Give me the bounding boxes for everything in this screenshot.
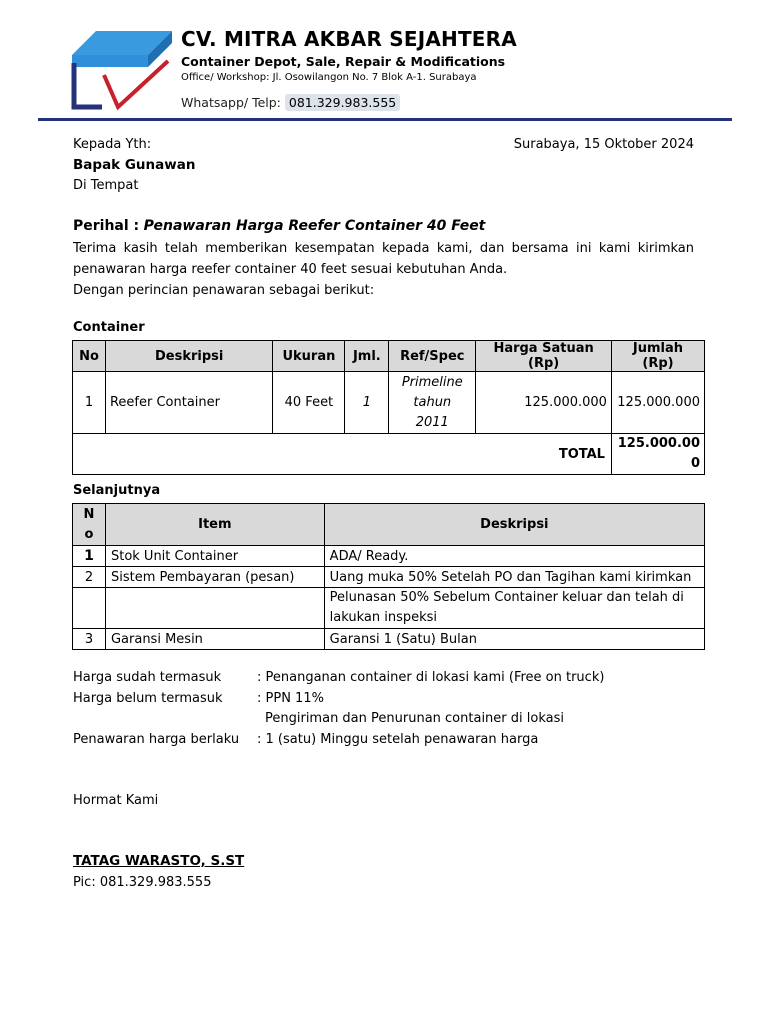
terms-validity-label: Penawaran harga berlaku [73, 732, 240, 747]
terms-included-label: Harga sudah termasuk [73, 670, 222, 685]
terms-excluded-value-2: Pengiriman dan Penurunan container di lokasi [265, 711, 564, 726]
terms-validity-value: : 1 (satu) Minggu setelah penawaran harga [257, 732, 539, 747]
cell-no: 2 [73, 567, 106, 588]
cell-no: 1 [73, 372, 106, 434]
total-row [73, 434, 705, 475]
cell-description: Garansi 1 (Satu) Bulan [324, 629, 704, 650]
table-row [73, 567, 705, 588]
terms-included-value: : Penanganan container di lokasi kami (Free on truck) [257, 670, 605, 685]
description-line-1: Pelunasan 50% Sebelum Container keluar dan telah di [329, 590, 684, 605]
next-section-title: Selanjutnya [73, 483, 161, 498]
table-row [73, 629, 705, 650]
cell-description: ADA/ Ready. [324, 546, 704, 567]
cell-no [73, 588, 106, 629]
company-name: CV. MITRA AKBAR SEJAHTERA [181, 27, 517, 51]
no-header-line-2: o [84, 526, 94, 542]
cell-unit-price: 125.000.000 [476, 372, 612, 434]
total-amount-line-2: 0 [690, 456, 700, 471]
col-header-description: Deskripsi [105, 341, 272, 372]
table-row [73, 372, 705, 434]
letter-date: Surabaya, 15 Oktober 2024 [513, 137, 694, 152]
container-table-header [73, 341, 705, 372]
intro-line-1: Terima kasih telah memberikan kesempatan kepada kami, dan bersama ini kami kirimkan [73, 241, 694, 256]
cell-item: Stok Unit Container [105, 546, 324, 567]
signer-name: TATAG WARASTO, S.ST [73, 853, 245, 869]
terms-excluded-value-1: : PPN 11% [257, 691, 324, 706]
subject-label: Perihal : [73, 218, 140, 234]
col-header-size: Ukuran [273, 341, 345, 372]
table-row [73, 546, 705, 567]
col-header-description: Deskripsi [324, 504, 704, 546]
no-header-line-1: N [83, 506, 95, 522]
spec-line-2: tahun [413, 394, 452, 410]
spec-line-1: Primeline [401, 374, 463, 390]
subject-line [73, 218, 485, 234]
recipient-name: Bapak Gunawan [73, 157, 196, 173]
company-address: Office/ Workshop: Jl. Osowilangon No. 7 Blok A-1. Surabaya [181, 72, 477, 83]
table-row [73, 588, 705, 629]
col-header-unit-price: Harga Satuan (Rp) [476, 341, 612, 372]
col-header-spec: Ref/Spec [389, 341, 476, 372]
intro-line-2: penawaran harga reefer container 40 feet sesuai kebutuhan Anda. [73, 262, 508, 277]
cell-item: Garansi Mesin [105, 629, 324, 650]
col-header-qty: Jml. [345, 341, 389, 372]
closing-greeting: Hormat Kami [73, 793, 159, 808]
col-header-no [73, 504, 106, 546]
phone-number: 081.329.983.555 [285, 94, 400, 111]
recipient-salutation: Kepada Yth: [73, 137, 152, 152]
cell-description [324, 588, 704, 629]
company-phone-line [181, 95, 400, 110]
spec-line-3: 2011 [415, 414, 449, 430]
container-section-title: Container [73, 320, 145, 335]
phone-label: Whatsapp/ Telp: [181, 95, 281, 110]
next-table-header [73, 504, 705, 546]
total-amount [611, 434, 704, 475]
cell-size: 40 Feet [273, 372, 345, 434]
company-tagline: Container Depot, Sale, Repair & Modifications [181, 54, 506, 69]
cell-item: Sistem Pembayaran (pesan) [105, 567, 324, 588]
col-header-amount: Jumlah (Rp) [611, 341, 704, 372]
recipient-location: Di Tempat [73, 178, 139, 193]
terms-excluded-label: Harga belum termasuk [73, 691, 223, 706]
cell-description: Uang muka 50% Setelah PO dan Tagihan kami kirimkan [324, 567, 704, 588]
cell-no: 1 [73, 546, 106, 567]
cell-qty: 1 [345, 372, 389, 434]
company-logo-icon [68, 27, 174, 111]
total-label: TOTAL [73, 434, 612, 475]
subject-text: Penawaran Harga Reefer Container 40 Feet [143, 218, 486, 234]
cell-amount: 125.000.000 [611, 372, 704, 434]
header-divider [38, 118, 732, 121]
col-header-item: Item [105, 504, 324, 546]
container-table [72, 340, 705, 475]
cell-description: Reefer Container [105, 372, 272, 434]
intro-paragraph [73, 238, 694, 301]
next-steps-table [72, 503, 705, 650]
cell-no: 3 [73, 629, 106, 650]
total-amount-line-1: 125.000.00 [617, 436, 700, 451]
cell-spec [389, 372, 476, 434]
col-header-no: No [73, 341, 106, 372]
description-line-2: lakukan inspeksi [329, 610, 438, 625]
signer-contact: Pic: 081.329.983.555 [73, 875, 212, 890]
intro-line-3: Dengan perincian penawaran sebagai berikut: [73, 283, 375, 298]
cell-item [105, 588, 324, 629]
